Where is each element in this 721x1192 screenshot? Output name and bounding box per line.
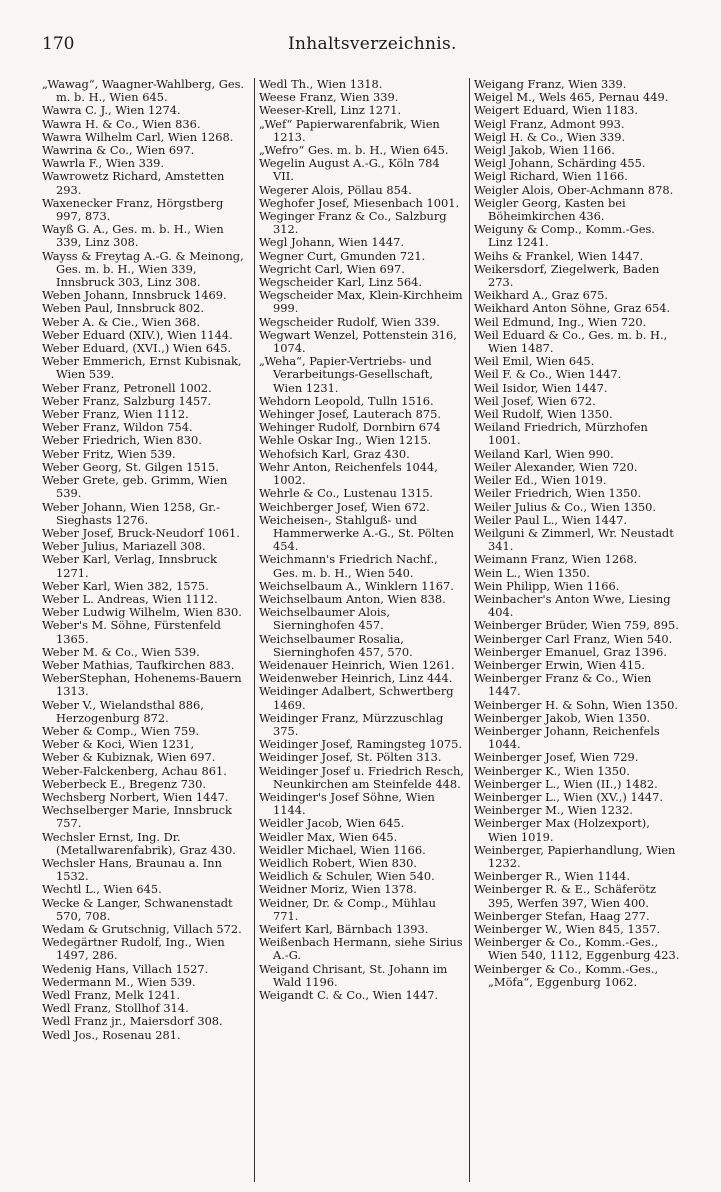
index-entry: Weinberger & Co., Komm.-Ges., „Möfa“, Eggenburg 1062.	[474, 961, 659, 989]
index-entry: Weber & Koci, Wien 1231,	[42, 737, 195, 752]
index-entry: Weidlich & Schuler, Wien 540.	[259, 869, 435, 884]
index-entry: Weidenauer Heinrich, Wien 1261.	[259, 657, 455, 672]
index-entry: Weinberger Brüder, Wien 759, 895.	[474, 618, 679, 633]
index-entry: Weinberger L., Wien (II.,) 1482.	[474, 776, 658, 791]
index-entry: Weidler Michael, Wien 1166.	[259, 842, 426, 857]
index-entry: Wehle Oskar Ing., Wien 1215.	[259, 433, 432, 448]
index-entry: Weber's M. Söhne, Fürstenfeld 1365.	[42, 618, 221, 646]
index-entry: Weidinger Franz, Mürzzuschlag 375.	[259, 710, 444, 738]
index-entry: Weinberger Max (Holzexport), Wien 1019.	[474, 816, 650, 844]
index-entry: Weilguni & Zimmerl, Wr. Neustadt 341.	[474, 525, 674, 554]
index-entry: Weber-Falckenberg, Achau 861.	[42, 763, 227, 778]
index-entry: Weichselbaum A., Winklern 1167.	[259, 578, 454, 593]
index-entry: Wawra C. J., Wien 1274.	[42, 103, 181, 118]
index-entry: Weber Friedrich, Wien 830.	[42, 433, 202, 448]
index-entry: Weinberger Emanuel, Graz 1396.	[474, 644, 667, 659]
index-entry: Weihs & Frankel, Wien 1447.	[474, 248, 644, 263]
index-entry: Weinberger R. & E., Schäferötz 395, Werfen 397, Wien 400.	[474, 882, 656, 910]
index-entry: Wedl Jos., Rosenau 281.	[42, 1027, 181, 1042]
index-entry: Weber Julius, Mariazell 308.	[42, 539, 206, 554]
index-entry: Weber Eduard (XIV.), Wien 1144.	[42, 327, 233, 342]
index-entry: Wegner Curt, Gmunden 721.	[259, 248, 426, 263]
index-entry: Weiler Paul L., Wien 1447.	[474, 512, 628, 527]
index-entry: Weber Mathias, Taufkirchen 883.	[42, 657, 235, 672]
index-entry: Weil F. & Co., Wien 1447.	[474, 367, 622, 382]
index-column-1	[42, 78, 250, 1042]
index-entry: „Wawag“, Waagner-Wahlberg, Ges. m. b. H., Wien 645.	[42, 77, 245, 105]
index-entry: Weber A. & Cie., Wien 368.	[42, 314, 201, 329]
index-entry: Weichselbaumer Rosalia, Sierninghofen 457, 570.	[259, 631, 413, 659]
index-entry: Weigang Franz, Wien 339.	[474, 77, 627, 91]
index-entry: Weinberger & Co., Komm.-Ges., Wien 540, 1112, Eggenburg 423.	[474, 935, 680, 963]
index-entry: Weber Karl, Wien 382, 1575.	[42, 578, 209, 593]
index-entry: Weinberger Josef, Wien 729.	[474, 750, 639, 765]
index-entry: Weißenbach Hermann, siehe Sirius A.-G.	[259, 935, 463, 963]
index-entry: Wedegärtner Rudolf, Ing., Wien 1497, 286.	[42, 935, 225, 963]
index-entry: Weiler Alexander, Wien 720.	[474, 459, 638, 474]
index-column-2	[259, 78, 464, 1002]
index-entry: Wawrina & Co., Wien 697.	[42, 143, 195, 158]
index-column-3	[474, 78, 682, 989]
index-entry: Weidner, Dr. & Comp., Mühlau 771.	[259, 895, 436, 923]
index-entry: Wedl Franz jr., Maiersdorf 308.	[42, 1014, 223, 1029]
index-entry: Weber Emmerich, Ernst Kubisnak, Wien 539.	[42, 354, 242, 382]
index-entry: Weinberger M., Wien 1232.	[474, 803, 634, 818]
index-entry: Weber Eduard, (XVI.,) Wien 645.	[42, 341, 232, 356]
index-entry: Weigler Georg, Kasten bei Böheimkirchen 436.	[474, 195, 626, 224]
index-entry: Weiland Friedrich, Mürzhofen 1001.	[474, 420, 648, 448]
index-entry: Weinberger Erwin, Wien 415.	[474, 657, 646, 672]
index-entry: Weinberger Stefan, Haag 277.	[474, 908, 650, 923]
index-entry: Wehinger Josef, Lauterach 875.	[259, 407, 441, 422]
index-entry: Weikhard Anton Söhne, Graz 654.	[474, 301, 671, 316]
index-entry: Weinberger H. & Sohn, Wien 1350.	[474, 697, 679, 712]
index-entry: Wehr Anton, Reichenfels 1044, 1002.	[259, 459, 438, 488]
index-entry: Wehofsich Karl, Graz 430.	[259, 446, 410, 461]
index-entry: Weben Johann, Innsbruck 1469.	[42, 288, 227, 303]
index-entry: Weiland Karl, Wien 990.	[474, 446, 614, 461]
index-entry: Weil Rudolf, Wien 1350.	[474, 407, 613, 422]
index-entry: Weidler Jacob, Wien 645.	[259, 816, 405, 831]
index-entry: Wegscheider Karl, Linz 564.	[259, 275, 423, 290]
index-entry: Weichberger Josef, Wien 672.	[259, 499, 430, 514]
column-divider	[469, 78, 470, 1182]
index-entry: Weber Franz, Wildon 754.	[42, 420, 193, 435]
index-entry: Weber & Kubiznak, Wien 697.	[42, 750, 216, 765]
index-entry: Weinberger, Papierhandlung, Wien 1232.	[474, 842, 676, 870]
index-entry: Weber Josef, Bruck-Neudorf 1061.	[42, 525, 240, 540]
index-entry: Weiler Friedrich, Wien 1350.	[474, 486, 642, 501]
index-entry: Weeser-Krell, Linz 1271.	[259, 103, 402, 118]
index-entry: Weikersdorf, Ziegelwerk, Baden 273.	[474, 261, 660, 290]
index-entry: Weigl Richard, Wien 1166.	[474, 169, 628, 184]
index-entry: Weiler Ed., Wien 1019.	[474, 473, 607, 488]
index-entry: Weber Franz, Petronell 1002.	[42, 380, 212, 395]
index-entry: Wecke & Langer, Schwanenstadt 570, 708.	[42, 895, 233, 923]
index-entry: „Wef“ Papierwarenfabrik, Wien 1213.	[259, 116, 440, 144]
page-number: 170	[42, 34, 75, 54]
index-entry: Wechsler Ernst, Ing. Dr. (Metallwarenfabrik), Graz 430.	[42, 829, 236, 857]
index-entry: Weber Ludwig Wilhelm, Wien 830.	[42, 605, 242, 620]
index-entry: Weber Georg, St. Gilgen 1515.	[42, 459, 219, 474]
index-entry: Wechsberg Norbert, Wien 1447.	[42, 789, 229, 804]
index-entry: Weifert Karl, Bärnbach 1393.	[259, 922, 429, 936]
index-entry: Weigel M., Wels 465, Pernau 449.	[474, 90, 669, 105]
index-entry: Weidinger Josef, St. Pölten 313.	[259, 750, 442, 765]
index-entry: Wedam & Grutschnig, Villach 572.	[42, 922, 242, 936]
index-entry: Weber Franz, Wien 1112.	[42, 407, 189, 422]
index-entry: Weicheisen-, Stahlguß- und Hammerwerke A.-G., St. Pölten 454.	[259, 512, 454, 554]
index-entry: Wawra Wilhelm Carl, Wien 1268.	[42, 129, 234, 144]
index-entry: Weese Franz, Wien 339.	[259, 90, 399, 105]
index-entry: Weidinger Josef, Ramingsteg 1075.	[259, 737, 462, 752]
index-entry: Wayss & Freytag A.-G. & Meinong, Ges. m. b. H., Wien 339, Innsbruck 303, Linz 308.	[42, 248, 244, 290]
index-entry: „Weha“, Papier-Vertriebs- und Verarbeitungs-Gesellschaft, Wien 1231.	[259, 354, 433, 395]
index-entry: Wedl Th., Wien 1318.	[259, 77, 383, 91]
index-entry: Weinberger Carl Franz, Wien 540.	[474, 631, 673, 646]
index-entry: Weidler Max, Wien 645.	[259, 829, 398, 844]
index-entry: Wawra H. & Co., Wien 836.	[42, 116, 201, 131]
index-entry: Weigandt C. & Co., Wien 1447.	[259, 988, 439, 1003]
index-entry: Weber M. & Co., Wien 539.	[42, 644, 200, 659]
index-entry: Weghofer Josef, Miesenbach 1001.	[259, 195, 460, 210]
index-entry: Weinberger L., Wien (XV.,) 1447.	[474, 789, 664, 804]
index-entry: Wegscheider Rudolf, Wien 339.	[259, 314, 440, 329]
index-entry: Weiguny & Comp., Komm.-Ges. Linz 1241.	[474, 222, 655, 250]
index-entry: Weinbacher's Anton Wwe, Liesing 404.	[474, 591, 671, 620]
page-title: Inhaltsverzeichnis.	[288, 34, 457, 54]
index-entry: Wein L., Wien 1350.	[474, 565, 591, 580]
index-entry: Weil Isidor, Wien 1447.	[474, 380, 608, 395]
index-entry: Weinberger W., Wien 845, 1357.	[474, 922, 661, 936]
index-entry: Weinberger Johann, Reichenfels 1044.	[474, 723, 660, 752]
index-entry: Wegricht Carl, Wien 697.	[259, 261, 405, 276]
index-entry: Wechsler Hans, Braunau a. Inn 1532.	[42, 855, 222, 884]
index-entry: Weigler Alois, Ober-Achmann 878.	[474, 182, 674, 197]
index-entry: Wayß G. A., Ges. m. b. H., Wien 339, Linz 308.	[42, 222, 224, 250]
column-divider	[254, 78, 255, 1182]
index-entry: Wedl Franz, Stollhof 314.	[42, 1001, 189, 1016]
index-entry: Weil Edmund, Ing., Wien 720.	[474, 314, 647, 329]
index-entry: Weidinger Adalbert, Schwertberg 1469.	[259, 684, 454, 712]
index-entry: WeberStephan, Hohenems-Bauern 1313.	[42, 671, 242, 699]
index-entry: Weigand Chrisant, St. Johann im Wald 1196.	[259, 961, 448, 989]
index-entry: Wein Philipp, Wien 1166.	[474, 578, 620, 593]
index-entry: Weginger Franz & Co., Salzburg 312.	[259, 209, 447, 237]
index-entry: Weimann Franz, Wien 1268.	[474, 552, 638, 567]
index-entry: Wehinger Rudolf, Dornbirn 674	[259, 420, 441, 435]
index-entry: Wegwart Wenzel, Pottenstein 316, 1074.	[259, 327, 457, 356]
index-entry: Weidner Moriz, Wien 1378.	[259, 882, 417, 897]
index-entry: Weigl Jakob, Wien 1166.	[474, 143, 615, 158]
index-entry: Weber & Comp., Wien 759.	[42, 723, 200, 738]
index-entry: Wawrla F., Wien 339.	[42, 156, 164, 171]
index-entry: Weichselbaumer Alois, Sierninghofen 457.	[259, 605, 390, 633]
index-entry: Weiler Julius & Co., Wien 1350.	[474, 499, 657, 514]
index-entry: Wegscheider Max, Klein-Kirchheim 999.	[259, 288, 463, 316]
index-entry: Weinberger Jakob, Wien 1350.	[474, 710, 651, 725]
index-entry: Weberbeck E., Bregenz 730.	[42, 776, 207, 791]
index-entry: Weigl H. & Co., Wien 339.	[474, 129, 626, 144]
index-entry: Weber Grete, geb. Grimm, Wien 539.	[42, 473, 228, 501]
index-entry: Wehdorn Leopold, Tulln 1516.	[259, 393, 434, 408]
index-entry: Weber Karl, Verlag, Innsbruck 1271.	[42, 552, 217, 580]
index-entry: Wechselberger Marie, Innsbruck 757.	[42, 803, 232, 831]
index-entry: Weinberger Franz & Co., Wien 1447.	[474, 671, 652, 699]
page-header	[42, 34, 680, 60]
index-entry: Wedermann M., Wien 539.	[42, 974, 196, 989]
index-entry: Weber L. Andreas, Wien 1112.	[42, 591, 218, 606]
index-entry: Wawrowetz Richard, Amstetten 293.	[42, 169, 225, 197]
index-entry: Weil Emil, Wien 645.	[474, 354, 595, 369]
index-entry: Wechtl L., Wien 645.	[42, 882, 162, 897]
index-entry: Weidenweber Heinrich, Linz 444.	[259, 671, 453, 686]
index-entry: Weigl Johann, Schärding 455.	[474, 156, 646, 171]
index-entry: Weigl Franz, Admont 993.	[474, 116, 625, 131]
index-entry: Weber V., Wielandsthal 886, Herzogenburg 872.	[42, 697, 204, 725]
index-entry: Wedenig Hans, Villach 1527.	[42, 961, 209, 976]
index-entry: „Wefro“ Ges. m. b. H., Wien 645.	[259, 143, 449, 158]
index-entry: Weber Fritz, Wien 539.	[42, 446, 176, 461]
index-entry: Weigert Eduard, Wien 1183.	[474, 103, 639, 118]
index-entry: Weichmann's Friedrich Nachf., Ges. m. b. H., Wien 540.	[259, 552, 438, 580]
index-entry: Wegl Johann, Wien 1447.	[259, 235, 404, 250]
index-entry: Weidlich Robert, Wien 830.	[259, 855, 418, 870]
index-entry: Weikhard A., Graz 675.	[474, 288, 608, 303]
index-entry: Wegelin August A.-G., Köln 784 VII.	[259, 156, 440, 184]
index-entry: Weil Josef, Wien 672.	[474, 393, 596, 408]
index-entry: Weber Johann, Wien 1258, Gr.-Sieghasts 1276.	[42, 499, 220, 527]
index-entry: Wegerer Alois, Pöllau 854.	[259, 182, 412, 197]
index-entry: Weidinger Josef u. Friedrich Resch, Neunkirchen am Steinfelde 448.	[259, 763, 464, 791]
index-entry: Weben Paul, Innsbruck 802.	[42, 301, 205, 316]
index-entry: Waxenecker Franz, Hörgstberg 997, 873.	[42, 195, 224, 224]
index-entry: Weinberger R., Wien 1144.	[474, 869, 630, 884]
index-entry: Weidinger's Josef Söhne, Wien 1144.	[259, 789, 435, 818]
index-entry: Weinberger K., Wien 1350.	[474, 763, 630, 778]
index-entry: Wehrle & Co., Lustenau 1315.	[259, 486, 434, 501]
index-entry: Wedl Franz, Melk 1241.	[42, 988, 180, 1003]
index-entry: Weil Eduard & Co., Ges. m. b. H., Wien 1487.	[474, 327, 668, 356]
index-entry: Weichselbaum Anton, Wien 838.	[259, 591, 446, 606]
index-entry: Weber Franz, Salzburg 1457.	[42, 393, 212, 408]
